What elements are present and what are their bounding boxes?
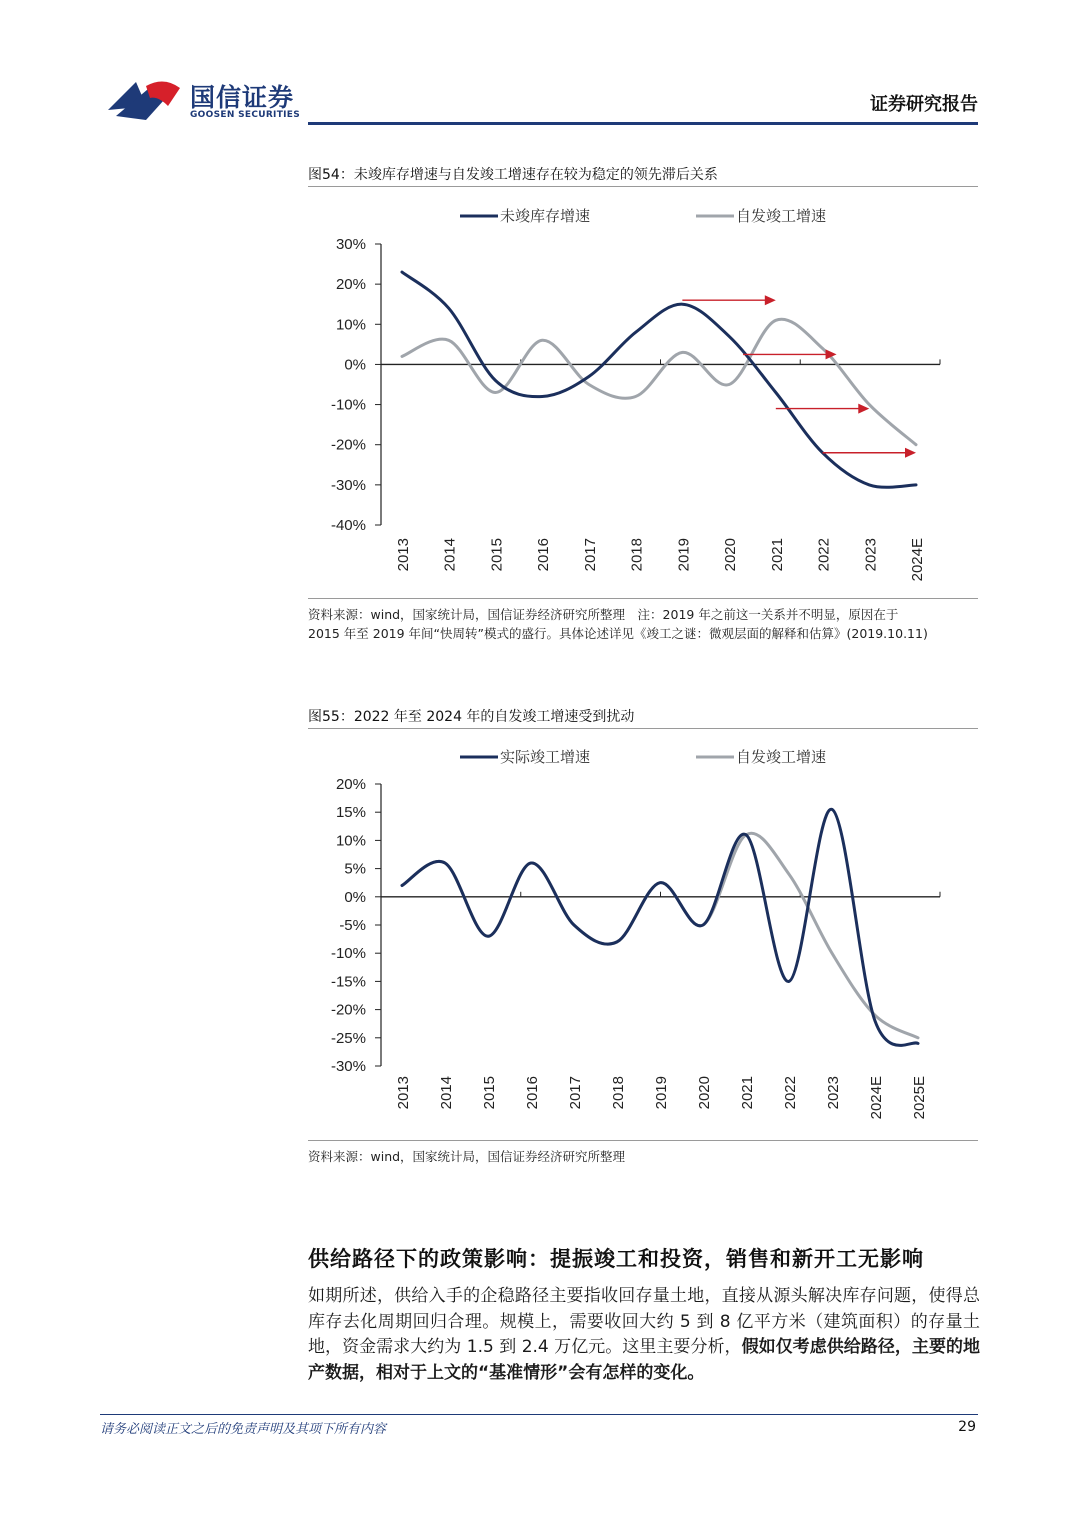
y-tick-label: -30% [330, 476, 366, 494]
x-tick-label: 2015 [488, 538, 506, 572]
y-tick-label: 30% [335, 236, 366, 253]
lag-arrow-2 [743, 349, 836, 359]
y-tick-label: -20% [330, 1001, 366, 1019]
x-tick-label: 2017 [581, 538, 599, 572]
x-tick-label: 2025E [911, 1076, 928, 1120]
legend-label-series1: 实际竣工增速 [500, 749, 591, 766]
legend [460, 207, 826, 225]
y-tick-label: 20% [335, 776, 366, 793]
legend-label-series2: 自发竣工增速 [736, 749, 827, 766]
y-tick-label: -30% [330, 1058, 366, 1075]
x-tick-label: 2019 [653, 1076, 670, 1110]
footer-rule [100, 1414, 978, 1415]
header-rule [308, 122, 978, 125]
x-tick-label: 2013 [395, 1076, 412, 1110]
brand-logo-mark [106, 76, 184, 124]
series-line-2 [402, 833, 918, 1038]
series-line-2 [402, 319, 916, 444]
figure55-chart [308, 732, 980, 1134]
x-tick-label: 2019 [675, 538, 693, 572]
x-tick-label: 2017 [567, 1076, 584, 1110]
y-tick-label: 15% [335, 804, 366, 822]
figure54-top-rule [308, 186, 978, 187]
x-tick-label: 2021 [768, 538, 786, 572]
x-tick-label: 2023 [862, 538, 880, 572]
x-tick-label: 2015 [481, 1076, 498, 1110]
figure54-source-line2: 2015 年至 2019 年间“快周转”模式的盛行。具体论述详见《竣工之谜：微观层面的解释和估算》(2019.10.11) [308, 626, 928, 641]
x-tick-label: 2014 [441, 538, 459, 572]
x-tick-label: 2013 [395, 538, 412, 572]
y-tick-label: 10% [335, 316, 366, 334]
y-tick-label: -10% [330, 945, 366, 963]
series-line-1 [402, 809, 918, 1045]
y-tick-label: 5% [344, 860, 366, 878]
x-tick-label: 2021 [739, 1076, 756, 1110]
x-tick-label: 2020 [696, 1076, 713, 1110]
body-paragraph-text: 如期所述，供给入手的企稳路径主要指收回存量土地，直接从源头解决库存问题，使得总库存去化周期回归合理。规模上，需要收回大约 5 到 8 亿平方米（建筑面积）的存量土地，资金需求大约为 1.5 到 2.4 万亿元。这里主要分析， [308, 1286, 980, 1357]
legend [460, 748, 826, 766]
x-tick-label: 2016 [524, 1076, 541, 1110]
y-tick-label: 20% [335, 276, 366, 294]
x-tick-label: 2016 [535, 538, 553, 572]
body-paragraph [308, 1284, 980, 1386]
figure55-top-rule [308, 728, 978, 729]
y-tick-label: 10% [335, 832, 366, 850]
figure55-bottom-rule [308, 1140, 978, 1141]
y-tick-label: -25% [330, 1029, 366, 1047]
figure54-bottom-rule [308, 598, 978, 599]
x-tick-label: 2023 [825, 1076, 842, 1110]
x-tick-label: 2018 [628, 538, 646, 572]
brand-name-en: GOOSEN SECURITIES [190, 110, 301, 120]
y-tick-label: -5% [339, 917, 366, 934]
figure54-source-line1: 资料来源：wind，国家统计局，国信证券经济研究所整理 注：2019 年之前这一关系并不明显，原因在于 [308, 607, 899, 622]
x-tick-label: 2024E [909, 538, 926, 582]
report-type-label: 证券研究报告 [870, 94, 978, 115]
brand-name: 国信证券 [190, 83, 295, 112]
x-tick-label: 2024E [868, 1076, 885, 1120]
page-number: 29 [958, 1419, 976, 1435]
figure55-source: 资料来源：wind，国家统计局，国信证券经济研究所整理 [308, 1149, 626, 1164]
x-tick-label: 2018 [610, 1076, 627, 1110]
lag-arrow-1 [682, 295, 775, 305]
y-tick-label: -15% [330, 973, 366, 991]
figure54-title: 图54：未竣库存增速与自发竣工增速存在较为稳定的领先滞后关系 [308, 167, 718, 183]
section-heading: 供给路径下的政策影响：提振竣工和投资，销售和新开工无影响 [308, 1247, 924, 1271]
x-tick-label: 2014 [438, 1076, 455, 1110]
legend-label-series1: 未竣库存增速 [500, 208, 591, 225]
figure54-chart [308, 190, 980, 590]
x-tick-label: 2022 [815, 538, 833, 572]
figure55-title: 图55：2022 年至 2024 年的自发竣工增速受到扰动 [308, 709, 635, 725]
y-tick-label: 0% [344, 888, 366, 906]
y-tick-label: -20% [330, 436, 366, 454]
body-paragraph-emphasis: 假如仅考虑供给路径，主要的地产数据，相对于上文的“基准情形”会有怎样的变化。 [308, 1337, 981, 1383]
footer-disclaimer: 请务必阅读正文之后的免责声明及其项下所有内容 [100, 1422, 387, 1437]
lag-arrow-4 [823, 448, 916, 458]
x-tick-label: 2020 [722, 538, 740, 572]
y-tick-label: -40% [330, 517, 366, 534]
x-tick-label: 2022 [782, 1076, 799, 1110]
y-tick-label: -10% [330, 396, 366, 414]
y-tick-label: 0% [344, 356, 366, 374]
legend-label-series2: 自发竣工增速 [736, 208, 827, 225]
